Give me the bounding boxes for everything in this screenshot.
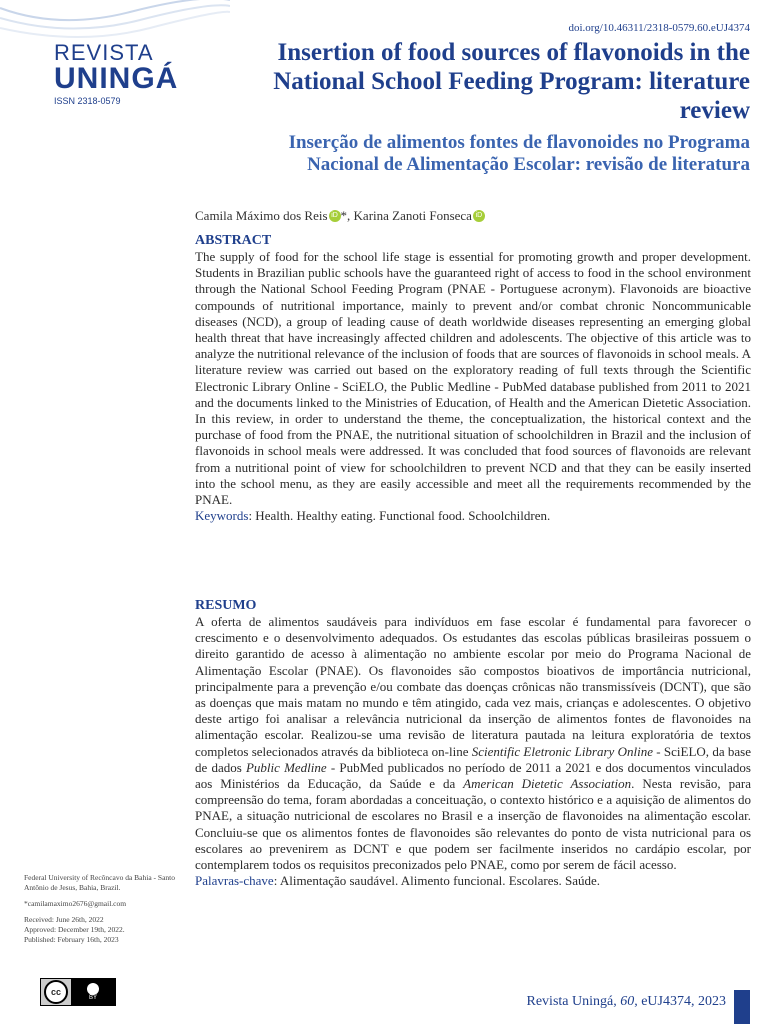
logo-uninga: UNINGÁ bbox=[54, 62, 179, 95]
footer-citation bbox=[527, 994, 727, 1010]
logo-revista: REVISTA bbox=[54, 40, 154, 65]
approved-date: Approved: December 19th, 2022. bbox=[24, 925, 125, 934]
corresponding-mark: * bbox=[340, 208, 348, 223]
resumo-italic: American Dietetic Association bbox=[463, 776, 632, 792]
cc-icon: cc bbox=[44, 980, 68, 1004]
author-1: Camila Máximo dos Reis bbox=[195, 208, 328, 223]
orcid-icon[interactable]: iD bbox=[329, 210, 341, 222]
resumo-text-part: - SciELO, da base de dados bbox=[195, 743, 751, 775]
abstract-text: The supply of food for the school life stage is essential for promoting growth and proper development. Students in Brazilian public schools have the guaranteed right of access to food in the school environment through the National School Feeding Program (PNAE - Portuguese acronym). Flavonoids are bioactive compounds of nutritional importance, mainly to prevent and/or combat chronic Noncommunicable diseases (NCD), a group of leading cause of death worldwide diseases representing an emerging global health threat that have increasingly affected children and adolescents. The objective of this article was to analyze the nutritional relevance of the inclusion of foods that are sources of flavonoids in school meals. A literature review was carried out based on the exploratory reading of full texts through the Scientific Electronic Library Online - SciELO, the Public Medline - PubMed database published from 2011 to 2021 and the documents linked to the Ministries of Education, of Health and the American Dietetic Association. In this review, in order to understand the theme, the conceptualization, the historical context and the purchase of food from the PNAE, the nutritional situation of schoolchildren in Brazil and the inclusion of flavonoids in school meals were addressed. It was concluded that food sources of flavonoids are relevant from a nutritional point of view for schoolchildren to prevent NCD and that they can be easily inserted into the school menu, as they are easily accessible and meet all the requirements recommended by the PNAE. bbox=[195, 249, 751, 508]
doi-link[interactable]: doi.org/10.46311/2318-0579.60.eUJ4374 bbox=[568, 22, 750, 34]
published-date: Published: February 16th, 2023 bbox=[24, 935, 119, 944]
received-date: Received: June 26th, 2022 bbox=[24, 915, 104, 924]
affiliation: Federal University of Recôncavo da Bahia - Santo Antônio de Jesus, Bahia, Brazil. bbox=[24, 873, 175, 892]
title-portuguese: Inserção de alimentos fontes de flavonoides no Programa Nacional de Alimentação Escolar: revisão de literatura bbox=[288, 132, 750, 175]
keywords-text: : Health. Healthy eating. Functional food. Schoolchildren. bbox=[248, 508, 551, 524]
cc-by-license-badge[interactable] bbox=[40, 978, 116, 1006]
footer-volume: 60 bbox=[620, 994, 635, 1009]
journal-logo bbox=[54, 42, 178, 106]
abstract-section bbox=[195, 232, 751, 524]
resumo-text-part: A oferta de alimentos saudáveis para indivíduos em fase escolar é fundamental para favorecer o crescimento e o desenvolvimento adequados. Os estudantes das escolas públicas brasileiras possuem o direito garantido de acesso à alimentação no ambiente escolar por meio do Programa Nacional de Alimentação Escolar (PNAE). Os flavonoides são compostos bioativos de importância nutricional, principalmente para a prevenção e/ou combate das doenças crônicas não transmissíveis (DCNT), que são as doenças que mais matam no mundo e têm atingido, cada vez mais, crianças e adolescentes. O objetivo deste artigo foi analisar a relevância nutricional da inserção de alimentos fontes de flavonoides na alimentação escolar. Realizou-se uma revisão de literatura pautada na leitura exploratória de textos completos selecionados através da biblioteca on-line bbox=[195, 614, 751, 759]
article-info-sidebar bbox=[24, 873, 192, 945]
footer-journal: Revista Uningá, bbox=[526, 994, 621, 1009]
corresponding-email[interactable]: *camilamaximo2676@gmail.com bbox=[24, 899, 127, 908]
by-label: BY bbox=[88, 994, 97, 1001]
author-2: Karina Zanoti Fonseca bbox=[353, 208, 472, 223]
resumo-italic: Public Medline bbox=[245, 759, 327, 775]
abstract-heading: ABSTRACT bbox=[195, 233, 272, 248]
footer-rest: , eUJ4374, 2023 bbox=[634, 994, 726, 1009]
orcid-icon[interactable]: iD bbox=[473, 210, 485, 222]
footer-accent-bar bbox=[734, 990, 750, 1024]
keywords-line bbox=[195, 508, 751, 524]
palavras-chave-label: Palavras-chave bbox=[195, 873, 274, 889]
issn: ISSN 2318-0579 bbox=[54, 96, 121, 106]
resumo-italic: Scientific Eletronic Library Online bbox=[471, 743, 653, 759]
person-icon bbox=[87, 983, 99, 995]
resumo-text-part: - PubMed publicados no período de 2011 a 2021 e dos documentos vinculados aos Ministérios da Educação, da Saúde e da bbox=[195, 759, 751, 792]
palavras-chave-line bbox=[195, 873, 751, 889]
resumo-text-part: . Nesta revisão, para compreensão do tema, foram abordadas a conceituação, o contexto histórico e a aquisição de alimentos do PNAE, a situação nutricional de escolares no Brasil e a inserção de flavonoides na alimentação escolar. Concluiu-se que os alimentos fontes de flavonoides são relevantes do ponto de vista nutricional para os escolares ao prevenirem as DCNT e que podem ser facilmente inseridos no cardápio escolar, por contemplarem todos os requisitos preconizados pelo PNAE, como por serem de fácil acesso. bbox=[195, 776, 751, 873]
by-icon bbox=[71, 979, 115, 1005]
title-english: Insertion of food sources of flavonoids in the National School Feeding Program: literature review bbox=[273, 39, 750, 124]
resumo-text bbox=[195, 614, 751, 873]
resumo-heading: RESUMO bbox=[195, 598, 257, 613]
author-separator: , bbox=[347, 208, 354, 223]
resumo-section bbox=[195, 597, 751, 889]
keywords-label: Keywords bbox=[195, 508, 249, 524]
palavras-chave-text: : Alimentação saudável. Alimento funcional. Escolares. Saúde. bbox=[273, 873, 601, 889]
authors bbox=[195, 208, 485, 224]
